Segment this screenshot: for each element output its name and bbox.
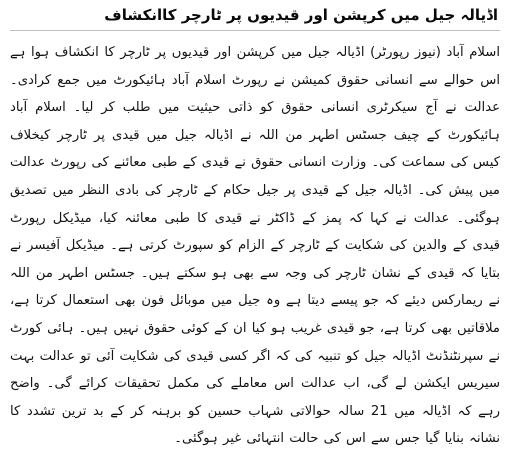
headline-divider <box>10 30 500 31</box>
article-body: اسلام آباد (نیوز رپورٹر) اڈیالہ جیل میں کرپشن اور قیدیوں پر ٹارچر کا انکشاف ہوا ہے اس حوالے سے انسانی حقوق کمیشن نے رپورٹ اسلام آباد ہائیکورٹ میں جمع کرادی۔ عدالت نے آج سیکرٹری انسانی حقوق کو ذاتی حیثیت میں طلب کر لیا۔ اسلام آباد ہائیکورٹ کے چیف جسٹس اطہر من اللہ نے اڈیالہ جیل میں قیدی پر ٹارچر کیخلاف کیس کی سماعت کی۔ وزارت انسانی حقوق نے قیدی کے طبی معائنے کی رپورٹ عدالت میں پیش کی۔ اڈیالہ جیل کے قیدی پر جیل حکام کے ٹارچر کی بادی النظر میں تصدیق ہوگئی۔ عدالت نے کہا کہ پمز کے ڈاکٹر نے قیدی کا طبی معائنہ کیا، میڈیکل رپورٹ قیدی کے والدین کی شکایت کے ٹارچر کے الزام کو سپورٹ کرتی ہے۔ میڈیکل آفیسر نے بتایا کہ قیدی کے نشان ٹارچر کی وجہ سے بھی ہو سکتے ہیں۔ جسٹس اطہر من اللہ نے ریمارکس دیئے کہ جو پیسے دیتا ہے وہ جیل میں موبائل فون بھی استعمال کرتا ہے، ملاقاتیں بھی کرتا ہے، جو قیدی غریب ہو کیا ان کے کوئی حقوق نہیں ہیں۔ ہائی کورٹ نے سپرنٹنڈنٹ اڈیالہ جیل کو تنبیہ کی کہ اگر کسی قیدی کی شکایت آئی تو عدالت بہت سیریس ایکشن لے گی، اب عدالت اس معاملے کی مکمل تحقیقات کرائے گی۔ واضح رہے کہ اڈیالہ میں 21 سالہ حوالاتی شہاب حسین کو برہنہ کر کے بد ترین تشدد کا نشانہ بنایا گیا جس سے اس کی حالت انتہائی غیر ہوگئی۔ <box>10 45 500 447</box>
article-headline: اڈیالہ جیل میں کرپشن اور قیدیوں پر ٹارچر کاانکشاف <box>104 6 498 24</box>
